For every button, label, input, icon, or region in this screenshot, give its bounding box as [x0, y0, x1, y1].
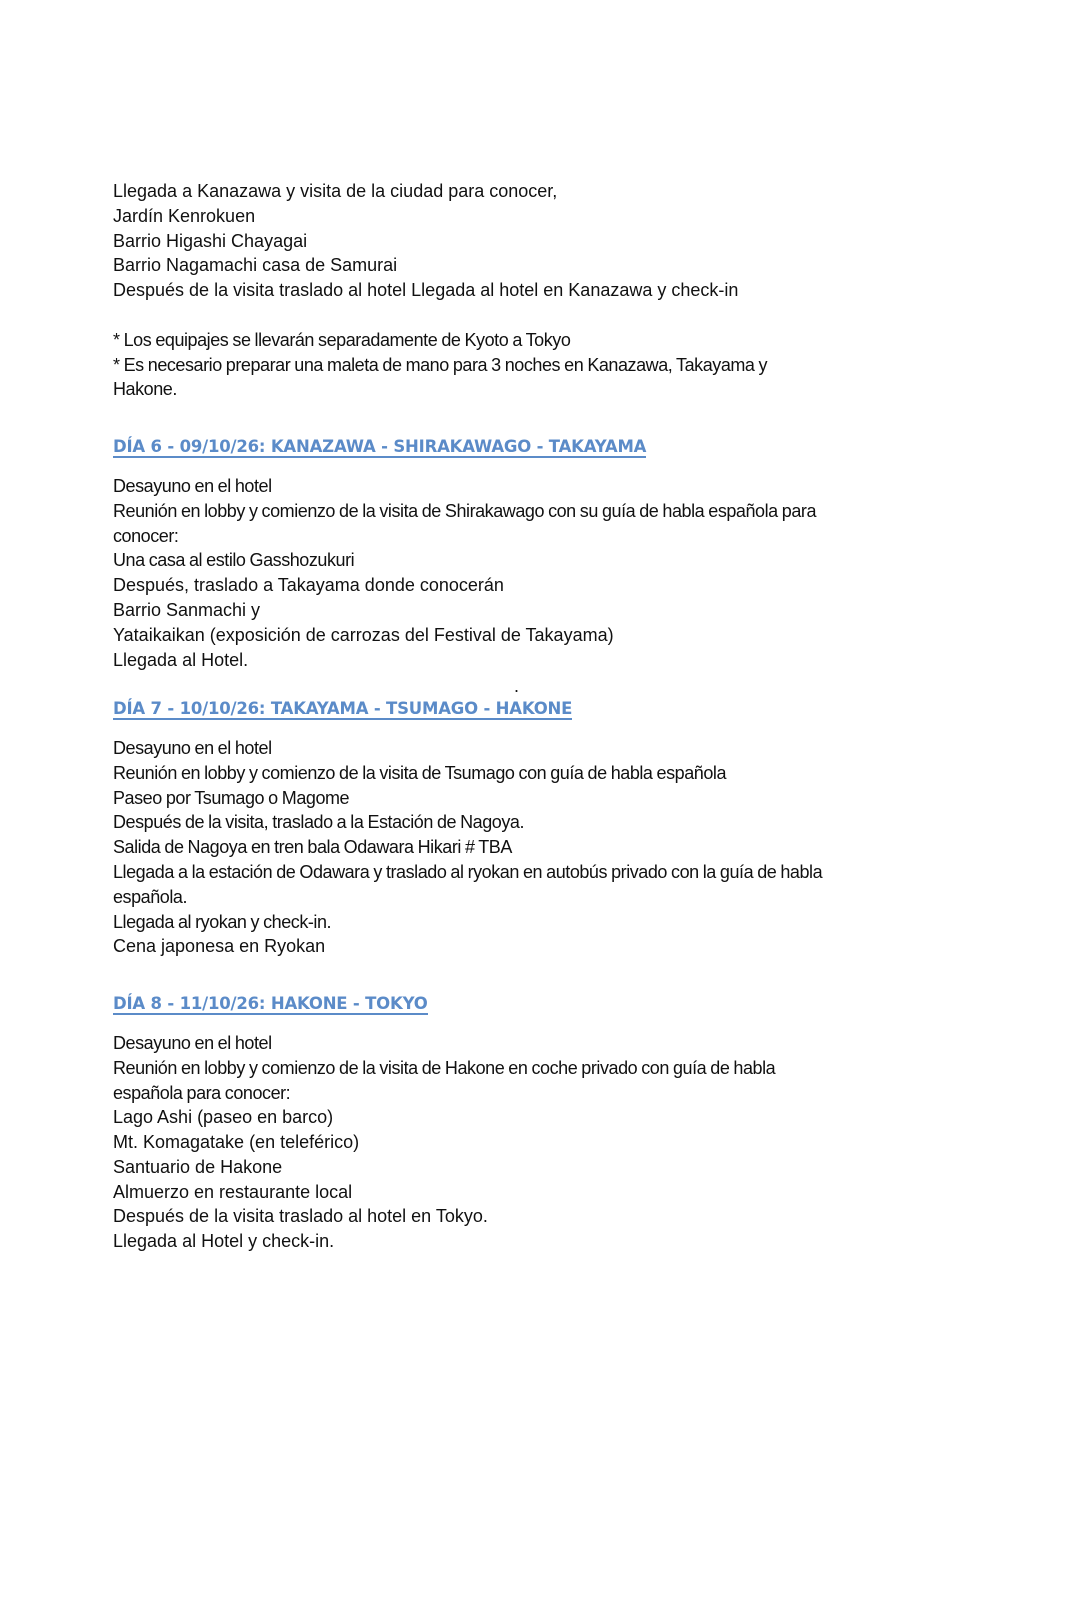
day-7-section	[113, 697, 953, 959]
day-6-section	[113, 435, 953, 697]
day-8-line: Almuerzo en restaurante local	[113, 1181, 353, 1202]
day-6-line: Desayuno en el hotel	[113, 475, 272, 496]
intro-line: Barrio Nagamachi casa de Samurai	[113, 255, 398, 276]
day-6-line: Una casa al estilo Gasshozukuri	[113, 550, 355, 571]
day-7-line: Reunión en lobby y comienzo de la visita de Tsumago con guía de habla española	[113, 762, 727, 783]
day-8-line: Desayuno en el hotel	[113, 1032, 272, 1053]
day-7-line: Llegada a la estación de Odawara y traslado al ryokan en autobús privado con la guía de habla	[113, 861, 823, 882]
day-7-heading-text: DÍA 7 - 10/10/26: TAKAYAMA - TSUMAGO - HAKONE	[113, 699, 573, 719]
note-line: * Es necesario preparar una maleta de mano para 3 noches en Kanazawa, Takayama y	[113, 354, 768, 375]
day-6-line: Después, traslado a Takayama donde conocerán	[113, 575, 504, 596]
spacer	[113, 303, 953, 328]
day-6-heading-text: DÍA 6 - 09/10/26: KANAZAWA - SHIRAKAWAGO - TAKAYAMA	[113, 437, 647, 457]
day-7-line: Llegada al ryokan y check-in.	[113, 911, 332, 932]
document-page	[113, 179, 953, 1254]
day-8-heading-text: DÍA 8 - 11/10/26: HAKONE - TOKYO	[113, 994, 428, 1014]
intro-line: Jardín Kenrokuen	[113, 205, 256, 226]
day-7-line: Salida de Nagoya en tren bala Odawara Hikari # TBA	[113, 837, 512, 858]
day-8-line: Mt. Komagatake (en teleférico)	[113, 1132, 360, 1153]
intro-line: Llegada a Kanazawa y visita de la ciudad para conocer,	[113, 181, 558, 201]
day-8-line: Reunión en lobby y comienzo de la visita de Hakone en coche privado con guía de habla	[113, 1057, 776, 1078]
intro-section	[113, 179, 953, 402]
day-8-section	[113, 992, 953, 1254]
day-6-line: Reunión en lobby y comienzo de la visita de Shirakawago con su guía de habla española para	[113, 500, 817, 521]
note-line: * Los equipajes se llevarán separadamente de Kyoto a Tokyo	[113, 329, 571, 350]
day-6-line: Llegada al Hotel.	[113, 649, 249, 670]
day-8-line: Llegada al Hotel y check-in.	[113, 1231, 335, 1252]
day-8-line: española para conocer:	[113, 1082, 291, 1103]
day-6-line: conocer:	[113, 525, 179, 546]
day-7-line: española.	[113, 886, 188, 907]
day-7-line: Después de la visita, traslado a la Estación de Nagoya.	[113, 812, 525, 833]
day-6-line: Yataikaikan (exposición de carrozas del Festival de Takayama)	[113, 624, 614, 645]
day-8-line: Después de la visita traslado al hotel en Tokyo.	[113, 1206, 488, 1227]
intro-line: Después de la visita traslado al hotel Llegada al hotel en Kanazawa y check-in	[113, 280, 739, 301]
stray-dot-mark	[113, 672, 953, 697]
day-8-line: Lago Ashi (paseo en barco)	[113, 1107, 334, 1128]
day-8-line: Santuario de Hakone	[113, 1156, 283, 1177]
stray-dot-text: .	[514, 676, 520, 697]
day-7-line: Desayuno en el hotel	[113, 737, 272, 758]
note-line: Hakone.	[113, 379, 177, 400]
intro-line: Barrio Higashi Chayagai	[113, 230, 308, 251]
day-8-heading	[113, 992, 953, 1017]
day-6-heading	[113, 435, 953, 460]
day-7-line: Paseo por Tsumago o Magome	[113, 787, 350, 808]
day-7-line: Cena japonesa en Ryokan	[113, 936, 326, 957]
day-7-heading	[113, 697, 953, 722]
day-6-line: Barrio Sanmachi y	[113, 599, 261, 620]
